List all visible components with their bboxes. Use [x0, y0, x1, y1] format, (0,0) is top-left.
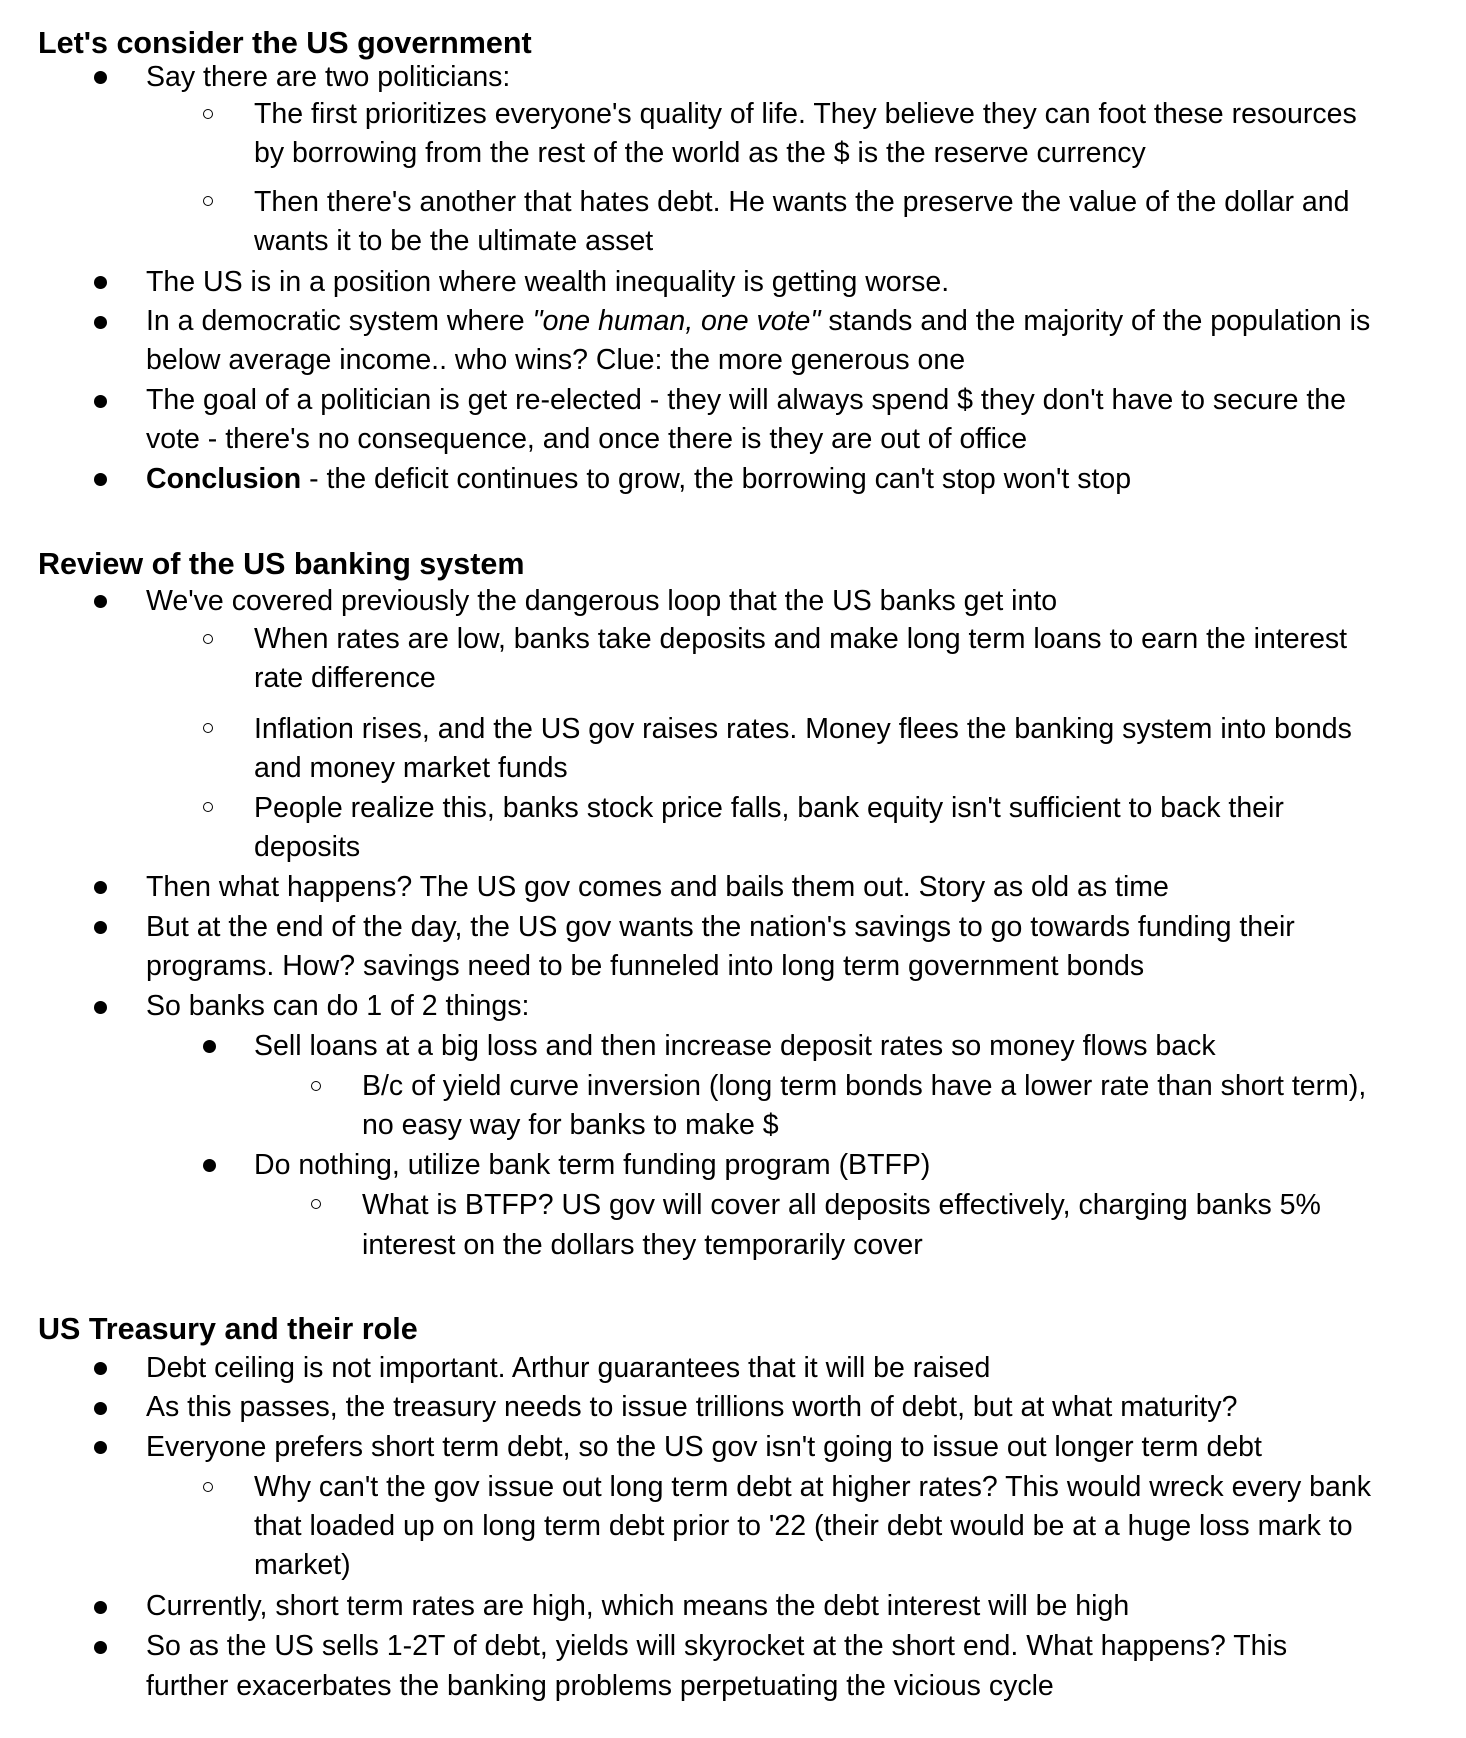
list-item-continuation: by borrowing from the rest of the world as the $ is the reserve currency: [254, 137, 1146, 169]
bold-label: Conclusion: [146, 463, 302, 495]
list-item: Debt ceiling is not important. Arthur guarantees that it will be raised: [146, 1352, 991, 1384]
bullet-marker: [94, 921, 107, 934]
list-item-continuation: further exacerbates the banking problems perpetuating the vicious cycle: [146, 1670, 1054, 1702]
list-item: Currently, short term rates are high, which means the debt interest will be high: [146, 1590, 1130, 1622]
bullet-marker: [94, 1601, 107, 1614]
bullet-marker: [94, 1362, 107, 1375]
bullet-marker: [94, 1001, 107, 1014]
section-heading: Review of the US banking system: [38, 547, 525, 581]
list-item: Then what happens? The US gov comes and bails them out. Story as old as time: [146, 871, 1169, 903]
list-item-continuation: interest on the dollars they temporarily cover: [362, 1229, 923, 1261]
sub-bullet-marker: [203, 109, 213, 119]
bullet-marker: [94, 316, 107, 329]
list-item: Why can't the gov issue out long term debt at higher rates? This would wreck every bank: [254, 1471, 1371, 1503]
list-item-continuation: no easy way for banks to make $: [362, 1109, 779, 1141]
sub-bullet-marker: [203, 1482, 213, 1492]
bullet-marker: [203, 1040, 216, 1053]
list-item: We've covered previously the dangerous loop that the US banks get into: [146, 585, 1058, 617]
list-item-continuation: market): [254, 1549, 351, 1581]
sub-bullet-marker: [203, 802, 213, 812]
list-item: Then there's another that hates debt. He wants the preserve the value of the dollar and: [254, 186, 1350, 218]
list-item: B/c of yield curve inversion (long term bonds have a lower rate than short term),: [362, 1070, 1367, 1102]
list-item: So as the US sells 1-2T of debt, yields will skyrocket at the short end. What happens? This: [146, 1630, 1288, 1662]
bullet-marker: [94, 473, 107, 486]
section-heading: Let's consider the US government: [38, 26, 532, 60]
list-item: The goal of a politician is get re-elected - they will always spend $ they don't have to secure the: [146, 384, 1346, 416]
bullet-marker: [94, 276, 107, 289]
section-heading: US Treasury and their role: [38, 1312, 418, 1346]
list-item-continuation: programs. How? savings need to be funneled into long term government bonds: [146, 950, 1145, 982]
list-item: People realize this, banks stock price falls, bank equity isn't sufficient to back their: [254, 792, 1284, 824]
list-item: When rates are low, banks take deposits and make long term loans to earn the interest: [254, 623, 1348, 655]
text-run: - the deficit continues to grow, the borrowing can't stop won't stop: [301, 463, 1132, 495]
bullet-marker: [94, 1641, 107, 1654]
list-item: Sell loans at a big loss and then increase deposit rates so money flows back: [254, 1030, 1216, 1062]
list-item: The US is in a position where wealth inequality is getting worse.: [146, 266, 950, 298]
list-item: As this passes, the treasury needs to issue trillions worth of debt, but at what maturity?: [146, 1391, 1238, 1423]
list-item: Everyone prefers short term debt, so the US gov isn't going to issue out longer term debt: [146, 1431, 1262, 1463]
text-run: stands and the majority of the population is: [820, 305, 1371, 337]
bullet-marker: [94, 1441, 107, 1454]
list-item: The first prioritizes everyone's quality of life. They believe they can foot these resources: [254, 98, 1357, 130]
list-item: But at the end of the day, the US gov wants the nation's savings to go towards funding their: [146, 911, 1295, 943]
list-item: Inflation rises, and the US gov raises rates. Money flees the banking system into bonds: [254, 713, 1352, 745]
text-run: In a democratic system where: [146, 305, 533, 337]
bullet-marker: [94, 1402, 107, 1415]
list-item: [146, 459, 1131, 499]
list-item-continuation: wants it to be the ultimate asset: [254, 225, 654, 257]
list-item: What is BTFP? US gov will cover all deposits effectively, charging banks 5%: [362, 1189, 1321, 1221]
list-item-continuation: that loaded up on long term debt prior to '22 (their debt would be at a huge loss mark to: [254, 1510, 1353, 1542]
list-item-continuation: below average income.. who wins? Clue: the more generous one: [146, 344, 966, 376]
sub-bullet-marker: [203, 196, 213, 206]
bullet-marker: [203, 1159, 216, 1172]
list-item: Say there are two politicians:: [146, 61, 511, 93]
list-item-continuation: deposits: [254, 831, 361, 863]
list-item-continuation: vote - there's no consequence, and once there is they are out of office: [146, 423, 1028, 455]
sub-bullet-marker: [203, 634, 213, 644]
italic-quote: "one human, one vote": [532, 305, 821, 337]
list-item: [146, 301, 1370, 341]
sub-bullet-marker: [203, 723, 213, 733]
sub-bullet-marker: [311, 1199, 321, 1209]
bullet-marker: [94, 395, 107, 408]
bullet-marker: [94, 595, 107, 608]
list-item: Do nothing, utilize bank term funding program (BTFP): [254, 1149, 931, 1181]
bullet-marker: [94, 71, 107, 84]
list-item-continuation: and money market funds: [254, 752, 568, 784]
list-item-continuation: rate difference: [254, 662, 436, 694]
list-item: So banks can do 1 of 2 things:: [146, 990, 530, 1022]
sub-bullet-marker: [311, 1081, 321, 1091]
bullet-marker: [94, 881, 107, 894]
